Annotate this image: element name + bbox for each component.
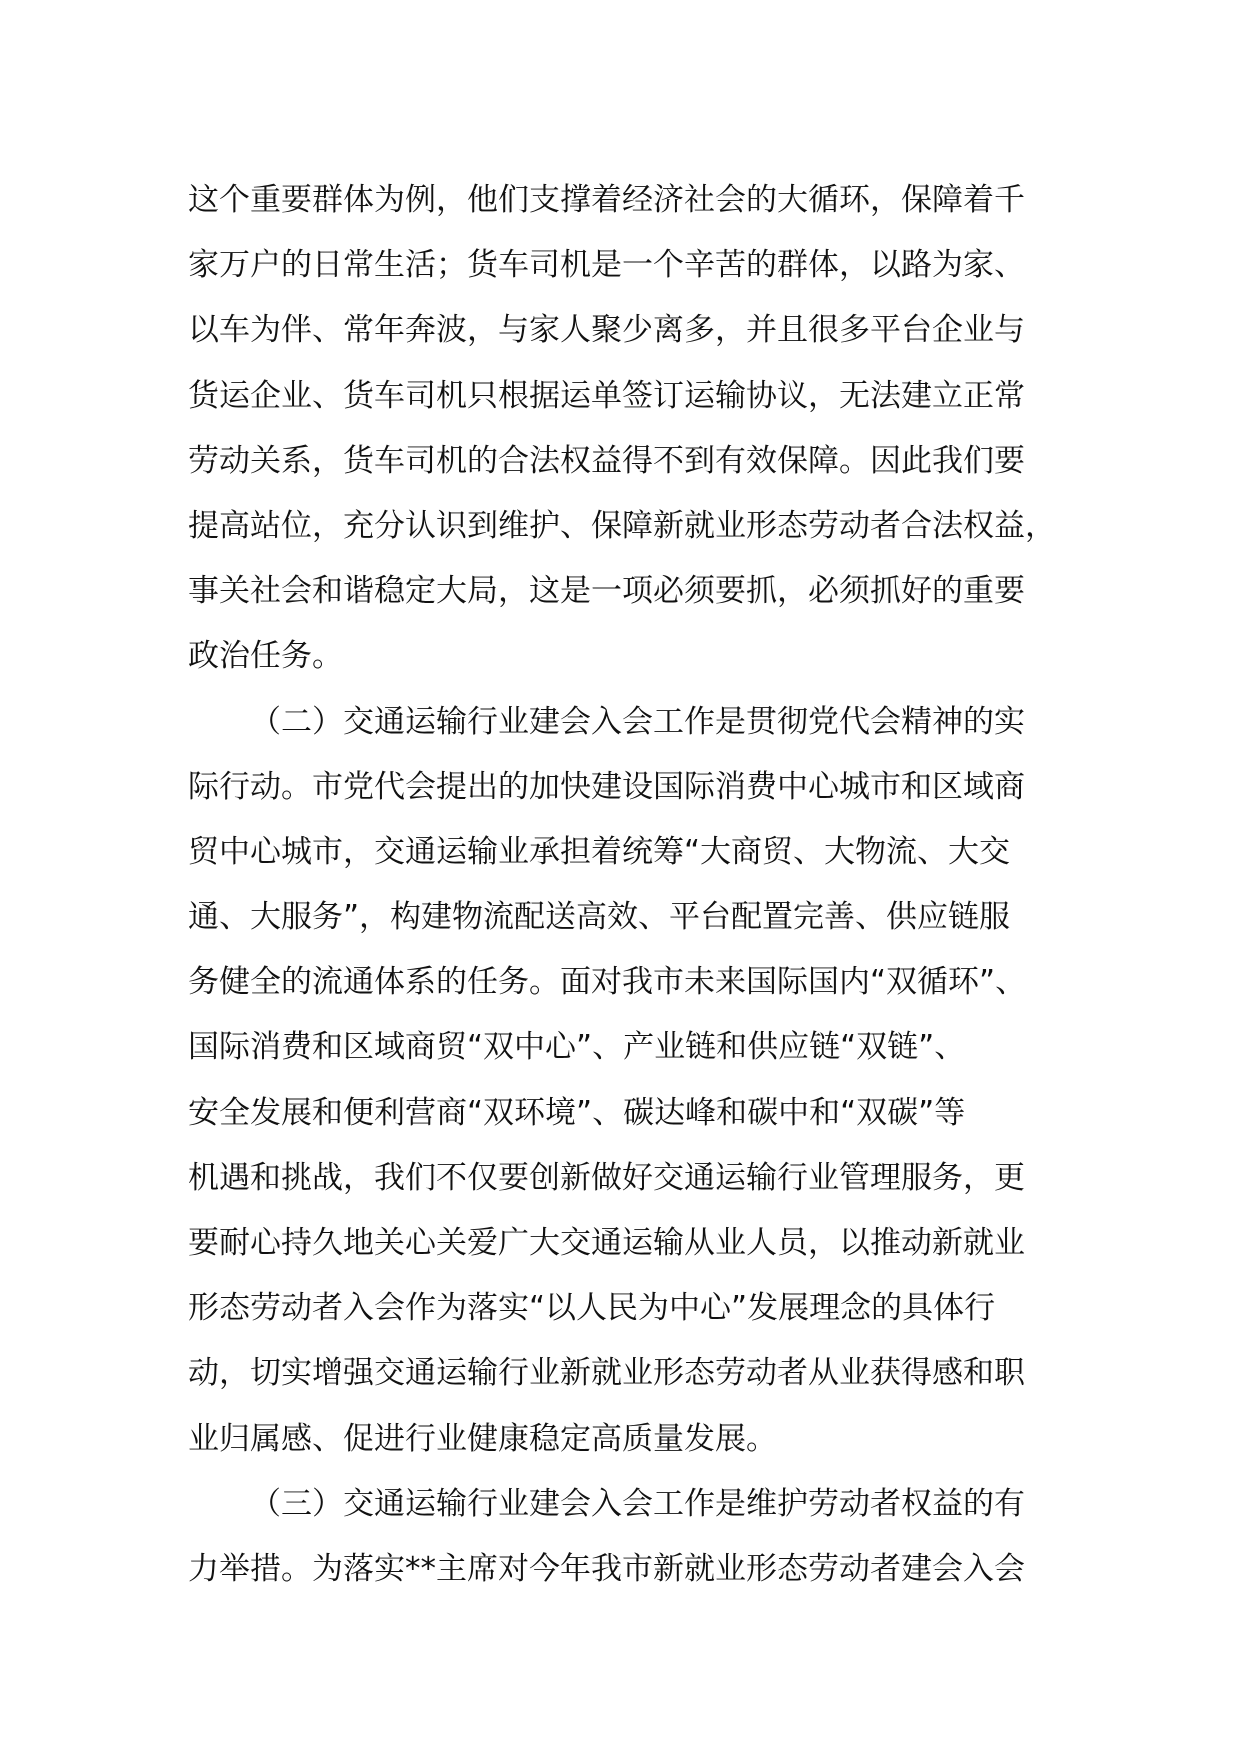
text-line: 政治任务。 [188, 638, 343, 675]
text-line: 货运企业、货车司机只根据运单签订运输协议，无法建立正常 [188, 377, 1025, 414]
text-line: 要耐心持久地关心关爱广大交通运输从业人员，以推动新就业 [188, 1225, 1025, 1261]
text-line: 通、大服务”，构建物流配送高效、平台配置完善、供应链服 [188, 899, 1011, 936]
text-line: 业归属感、促进行业健康稳定高质量发展。 [188, 1420, 777, 1457]
text-line: 动，切实增强交通运输行业新就业形态劳动者从业获得感和职 [188, 1355, 1025, 1392]
section-heading-line: （二）交通运输行业建会入会工作是贯彻党代会精神的实 [250, 703, 1025, 740]
text-line: 事关社会和谐稳定大局，这是一项必须要抓，必须抓好的重要 [188, 573, 1025, 610]
text-line: 力举措。为落实**主席对今年我市新就业形态劳动者建会入会 [188, 1550, 1025, 1587]
text-line: 国际消费和区域商贸“双中心”、产业链和供应链“双链”、 [188, 1029, 966, 1066]
text-line: 以车为伴、常年奔波，与家人聚少离多，并且很多平台企业与 [188, 312, 1025, 349]
text-line: 机遇和挑战，我们不仅要创新做好交通运输行业管理服务，更 [188, 1159, 1025, 1196]
section-heading-line: （三）交通运输行业建会入会工作是维护劳动者权益的有 [250, 1485, 1025, 1522]
body-text [188, 168, 1068, 1602]
text-line: 安全发展和便利营商“双环境”、碳达峰和碳中和“双碳”等 [188, 1094, 966, 1131]
text-line: 这个重要群体为例，他们支撑着经济社会的大循环，保障着千 [188, 182, 1025, 218]
text-line: 际行动。市党代会提出的加快建设国际消费中心城市和区域商 [188, 768, 1025, 805]
text-line: 劳动关系，货车司机的合法权益得不到有效保障。因此我们要 [188, 442, 1025, 479]
text-line: 形态劳动者入会作为落实“以人民为中心”发展理念的具体行 [188, 1290, 996, 1327]
text-line: 提高站位，充分认识到维护、保障新就业形态劳动者合法权益， [188, 507, 1056, 544]
text-line: 贸中心城市，交通运输业承担着统筹“大商贸、大物流、大交 [188, 833, 1011, 870]
text-line: 家万户的日常生活；货车司机是一个辛苦的群体，以路为家、 [188, 247, 1025, 284]
text-line: 务健全的流通体系的任务。面对我市未来国际国内“双循环”、 [188, 964, 1027, 1001]
